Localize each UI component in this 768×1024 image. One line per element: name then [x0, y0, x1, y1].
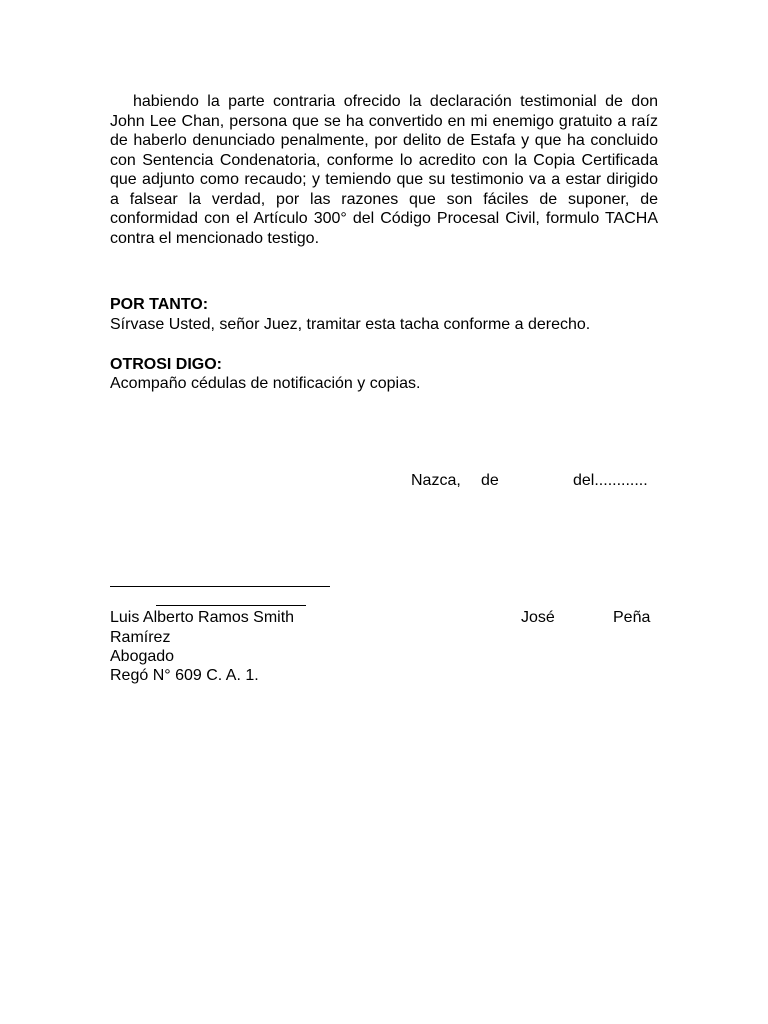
date-line [411, 471, 658, 491]
date-city: Nazca, [411, 472, 461, 489]
signer-title: Abogado [110, 648, 175, 665]
por-tanto-heading: POR TANTO: [110, 296, 209, 313]
signature-line-lower [156, 605, 306, 606]
second-signer-first-name: José [521, 609, 555, 626]
signature-line-upper [110, 586, 330, 587]
signer-name: Luis Alberto Ramos Smith [110, 609, 295, 626]
otrosi-text: Acompaño cédulas de notificación y copias. [110, 375, 421, 392]
body-paragraph: habiendo la parte contraria ofrecido la declaración testimonial de don John Lee Chan, persona que se ha convertido en mi enemigo gratuito a raíz de haberlo denunciado penalmente, por delito de Estafa y que ha concluido con Sentencia Condenatoria, conforme lo acredito con la Copia Certificada que adjunto como recaudo; y temiendo que su testimonio va a estar dirigido a falsear la verdad, por las razones que son fáciles de suponer, de conformidad con el Artículo 300° del Código Procesal Civil, formulo TACHA contra el mencionado testigo. [110, 93, 658, 247]
por-tanto-text: Sírvase Usted, señor Juez, tramitar esta tacha conforme a derecho. [110, 316, 591, 333]
otrosi-heading: OTROSI DIGO: [110, 356, 222, 373]
signer-registration: Regó N° 609 C. A. 1. [110, 667, 259, 684]
date-del: del............ [573, 472, 648, 489]
second-signer-surname: Peña [613, 609, 651, 626]
second-signer-surname-continued: Ramírez [110, 629, 171, 646]
date-de: de [481, 472, 499, 489]
